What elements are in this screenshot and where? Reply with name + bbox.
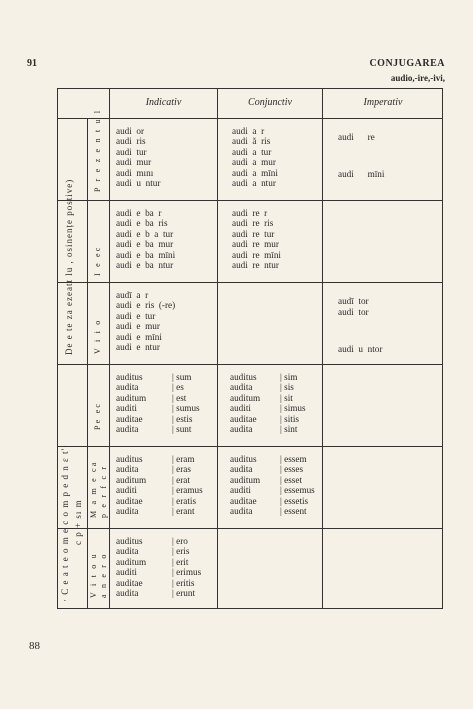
future-perfect-ind-row: [116, 567, 201, 577]
auxiliary: eritis: [176, 577, 195, 588]
brace-mark: |: [172, 413, 177, 424]
auxiliary: eram: [176, 454, 195, 464]
brace-mark: |: [172, 464, 177, 475]
brace-mark: |: [280, 372, 285, 382]
col-divider: [109, 88, 110, 609]
auxiliary: essent: [284, 506, 307, 517]
auxiliary: sumus: [176, 403, 200, 414]
participle: auditus: [230, 454, 257, 464]
participle: auditus: [116, 536, 143, 546]
present-conj-form-6: audi a ntur: [232, 178, 276, 189]
future-ind-form-6: audi e ntur: [116, 342, 160, 353]
future-perfect-indicativ-forms: [116, 536, 201, 598]
side-label-imperfect: I e ec: [93, 245, 102, 276]
imperfect-conj-form-6: audi re ntur: [232, 260, 279, 271]
present-indicativ-forms: [116, 126, 160, 188]
future-perfect-ind-row: [116, 588, 201, 598]
col-divider: [217, 88, 218, 609]
perfect-conj-row: [230, 372, 306, 382]
imperfect-ind-form-4: audi e ba mur: [116, 239, 174, 250]
auxiliary: sit: [284, 392, 293, 403]
side-label-perfect: Pe ec: [93, 401, 102, 430]
participle: audita: [116, 424, 139, 435]
auxiliary: erant: [176, 506, 195, 517]
brace-mark: |: [172, 403, 177, 414]
participle: audita: [230, 424, 253, 435]
present-imperativ-form-1: audi re: [338, 132, 375, 142]
imperfect-indicativ-forms: [116, 208, 175, 270]
auxiliary: sum: [176, 372, 192, 382]
imperfect-conj-form-1: audi re r: [232, 208, 268, 218]
participle: auditae: [116, 577, 143, 588]
pluperfect-conj-row: [230, 506, 315, 516]
pluperfect-conjunctiv-forms: [230, 454, 315, 516]
side-label-future-perfect-1: V i t o u: [89, 552, 98, 598]
side-label-present: P r e z e n t u l: [93, 108, 102, 192]
participle: audita: [230, 506, 253, 517]
present-ind-form-1: audi or: [116, 126, 145, 136]
imperfect-conj-form-2: audi re ris: [232, 218, 274, 229]
pluperfect-conj-row: [230, 485, 315, 495]
imperfect-ind-form-6: audi e ba ntur: [116, 260, 174, 271]
auxiliary: erat: [176, 474, 190, 485]
brace-mark: |: [280, 454, 285, 464]
participle: auditus: [116, 454, 143, 464]
brace-mark: |: [172, 506, 177, 517]
brace-mark: |: [280, 382, 285, 393]
brace-mark: |: [172, 372, 177, 382]
side-label-future: V i i o: [93, 318, 102, 354]
perfect-conj-row: [230, 393, 306, 403]
side-label-pluperfect-2: p e r f c r: [99, 464, 108, 518]
perfect-ind-row: [116, 414, 200, 424]
pluperfect-ind-row: [116, 485, 203, 495]
brace-mark: |: [172, 454, 177, 464]
participle: auditus: [230, 372, 257, 382]
pluperfect-conj-row: [230, 496, 315, 506]
future-ind-form-5: audi e mīni: [116, 331, 162, 342]
row-divider: [57, 364, 443, 365]
future-ind-form-4: audi e mur: [116, 321, 160, 332]
participle: auditum: [230, 474, 261, 485]
participle: auditae: [116, 413, 143, 424]
row-divider: [57, 282, 443, 283]
participle: audita: [116, 382, 139, 393]
auxiliary: eratis: [176, 495, 197, 506]
brace-mark: |: [280, 485, 285, 496]
auxiliary: estis: [176, 413, 193, 424]
page-title: CONJUGAREA: [369, 58, 445, 69]
perfect-conj-row: [230, 424, 306, 434]
participle: auditum: [116, 392, 147, 403]
row-divider: [57, 200, 443, 201]
brace-mark: |: [172, 588, 177, 599]
footer-page-number: 88: [29, 640, 40, 652]
present-conj-form-1: audi a r: [232, 126, 265, 136]
participle: audita: [116, 588, 139, 599]
auxiliary: erit: [176, 556, 189, 567]
row-divider: [57, 528, 443, 529]
auxiliary: essetis: [284, 495, 309, 506]
perfect-conj-row: [230, 403, 306, 413]
auxiliary: esses: [284, 464, 304, 475]
perfect-ind-row: [116, 424, 200, 434]
brace-mark: |: [280, 413, 285, 424]
column-header-conjunctiv: Conjunctiv: [248, 97, 292, 108]
imperfect-ind-form-2: audi e ba ris: [116, 218, 168, 229]
future-perfect-ind-row: [116, 546, 201, 556]
future-perfect-ind-row: [116, 557, 201, 567]
imperfect-conj-form-3: audi re tur: [232, 228, 275, 239]
auxiliary: sis: [284, 382, 294, 393]
future-imperativ-form-3: audi u ntor: [338, 344, 383, 354]
side-label-outer-bottom-2: c p + sı m: [73, 499, 83, 545]
auxiliary: sitis: [284, 413, 299, 424]
pluperfect-indicativ-forms: [116, 454, 203, 516]
side-label-outer-bottom: · C e a t e o m e c o m p e d n ε t'·: [60, 443, 70, 602]
auxiliary: sunt: [176, 424, 192, 435]
page-subtitle: audio,-ire,-ivi,: [390, 73, 445, 83]
brace-mark: |: [172, 556, 177, 567]
present-conj-form-2: audi ă ris: [232, 136, 271, 147]
col-divider: [87, 118, 88, 609]
perfect-conjunctiv-forms: [230, 372, 306, 434]
imperfect-ind-form-5: audi e ba mīni: [116, 249, 176, 260]
perfect-ind-row: [116, 393, 200, 403]
perfect-ind-row: [116, 372, 200, 382]
page-number: 91: [27, 58, 37, 69]
present-conj-form-4: audi a mur: [232, 157, 276, 168]
pluperfect-ind-row: [116, 454, 203, 464]
brace-mark: |: [280, 403, 285, 414]
participle: auditum: [230, 392, 261, 403]
pluperfect-conj-row: [230, 464, 315, 474]
brace-mark: |: [172, 485, 177, 496]
brace-mark: |: [280, 506, 285, 517]
side-label-pluperfect-1: M a m e ca: [89, 460, 98, 518]
imperfect-conjunctiv-forms: [232, 208, 281, 270]
pluperfect-conj-row: [230, 475, 315, 485]
row-divider: [57, 446, 443, 447]
pluperfect-ind-row: [116, 464, 203, 474]
participle: audita: [116, 546, 139, 557]
col-divider: [322, 88, 323, 609]
future-ind-form-3: audi e tur: [116, 310, 156, 321]
auxiliary: essemus: [284, 485, 315, 496]
brace-mark: |: [172, 424, 177, 435]
perfect-ind-row: [116, 403, 200, 413]
auxiliary: simus: [284, 403, 306, 414]
perfect-indicativ-forms: [116, 372, 200, 434]
participle: auditum: [116, 556, 147, 567]
future-imperativ-form-2: audi tor: [338, 307, 369, 317]
pluperfect-ind-row: [116, 496, 203, 506]
side-label-future-perfect-2: a n e r o: [99, 552, 108, 598]
auxiliary: essem: [284, 454, 307, 464]
participle: audita: [230, 382, 253, 393]
future-ind-form-1: audī a r: [116, 290, 149, 300]
brace-mark: |: [280, 495, 285, 506]
perfect-conj-row: [230, 382, 306, 392]
side-label-outer-top: De e te za ezeatt lu , osinențe postive): [64, 178, 74, 355]
brace-mark: |: [172, 495, 177, 506]
brace-mark: |: [172, 382, 177, 393]
brace-mark: |: [280, 464, 285, 475]
participle: auditae: [230, 413, 257, 424]
perfect-ind-row: [116, 382, 200, 392]
auxiliary: eris: [176, 546, 190, 557]
present-ind-form-2: audi ris: [116, 136, 146, 147]
pluperfect-conj-row: [230, 454, 315, 464]
brace-mark: |: [172, 577, 177, 588]
participle: auditae: [116, 495, 143, 506]
perfect-conj-row: [230, 414, 306, 424]
imperfect-conj-form-5: audi re mīni: [232, 249, 281, 260]
future-ind-form-2: audi e ris (-re): [116, 300, 176, 311]
imperfect-ind-form-1: audi e ba r: [116, 208, 162, 218]
future-imperativ-form-1: audī tor: [338, 296, 369, 306]
brace-mark: |: [172, 567, 177, 578]
imperfect-conj-form-4: audi re mur: [232, 239, 279, 250]
column-header-indicativ: Indicativ: [145, 97, 182, 108]
future-perfect-ind-row: [116, 578, 201, 588]
brace-mark: |: [280, 474, 285, 485]
brace-mark: |: [172, 546, 177, 557]
present-ind-form-3: audi tur: [116, 146, 147, 157]
present-ind-form-6: audi u ntur: [116, 178, 161, 189]
present-ind-form-4: audi mur: [116, 157, 152, 168]
participle: auditum: [116, 474, 147, 485]
present-conj-form-5: audi a mīni: [232, 167, 278, 178]
participle: audita: [116, 506, 139, 517]
auxiliary: eramus: [176, 485, 203, 496]
participle: auditi: [230, 485, 251, 496]
auxiliary: erimus: [176, 567, 202, 578]
auxiliary: erunt: [176, 588, 196, 599]
participle: audita: [116, 464, 139, 475]
participle: auditi: [116, 567, 137, 578]
present-ind-form-5: audi mını: [116, 167, 154, 178]
pluperfect-ind-row: [116, 506, 203, 516]
future-indicativ-forms: [116, 290, 175, 352]
participle: auditi: [230, 403, 251, 414]
auxiliary: esset: [284, 474, 302, 485]
auxiliary: est: [176, 392, 187, 403]
present-conjunctiv-forms: [232, 126, 278, 188]
auxiliary: ero: [176, 536, 188, 546]
brace-mark: |: [280, 424, 285, 435]
auxiliary: sim: [284, 372, 298, 382]
imperfect-ind-form-3: audi e b a tur: [116, 228, 174, 239]
auxiliary: eras: [176, 464, 191, 475]
pluperfect-ind-row: [116, 475, 203, 485]
brace-mark: |: [280, 392, 285, 403]
auxiliary: es: [176, 382, 184, 393]
future-perfect-ind-row: [116, 536, 201, 546]
brace-mark: |: [172, 392, 177, 403]
brace-mark: |: [172, 474, 177, 485]
participle: auditi: [116, 403, 137, 414]
present-imperativ-form-2: audi mīni: [338, 169, 385, 179]
column-header-imperativ: Imperativ: [363, 97, 403, 108]
participle: auditi: [116, 485, 137, 496]
participle: auditae: [230, 495, 257, 506]
brace-mark: |: [172, 536, 177, 546]
participle: audita: [230, 464, 253, 475]
participle: auditus: [116, 372, 143, 382]
present-conj-form-3: audi a tur: [232, 146, 272, 157]
auxiliary: sint: [284, 424, 298, 435]
